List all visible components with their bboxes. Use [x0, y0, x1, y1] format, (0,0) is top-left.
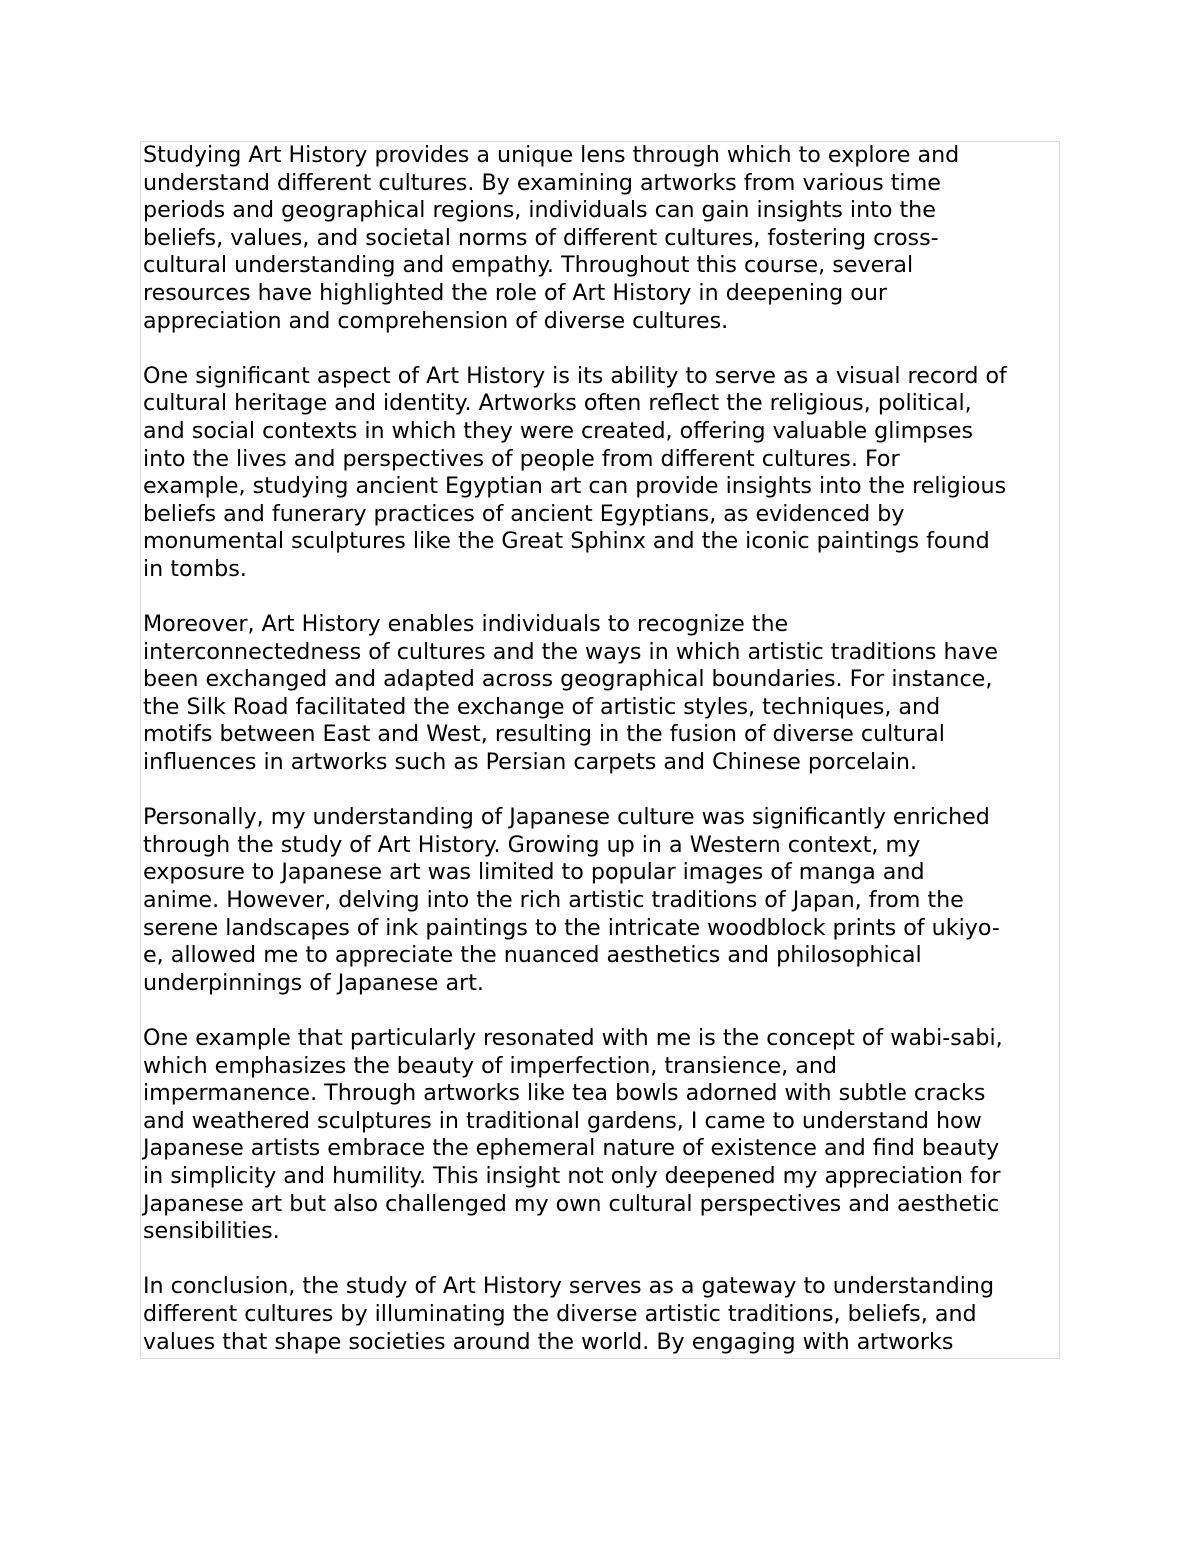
text-line: One significant aspect of Art History is its ability to serve as a visual record of [143, 362, 1007, 389]
paragraph [143, 1025, 1060, 1246]
text-line: Studying Art History provides a unique lens through which to explore and [143, 142, 960, 168]
paragraph [143, 363, 1060, 584]
text-line: which emphasizes the beauty of imperfection, transience, and [143, 1052, 838, 1079]
text-line: appreciation and comprehension of diverse cultures. [143, 307, 729, 334]
text-line: sensibilities. [143, 1218, 280, 1245]
text-line: different cultures by illuminating the diverse artistic traditions, beliefs, and [143, 1300, 977, 1327]
text-line: serene landscapes of ink paintings to the intricate woodblock prints of ukiyo- [143, 914, 1000, 941]
text-line: in tombs. [143, 555, 247, 582]
text-line: and social contexts in which they were created, offering valuable glimpses [143, 417, 974, 444]
paragraph [143, 611, 1060, 777]
text-line: and weathered sculptures in traditional gardens, I came to understand how [143, 1107, 982, 1134]
paragraph [143, 804, 1060, 997]
text-line: Japanese artists embrace the ephemeral nature of existence and find beauty [143, 1135, 1000, 1162]
text-line: cultural heritage and identity. Artworks often reflect the religious, political, [143, 390, 972, 417]
text-line: been exchanged and adapted across geographical boundaries. For instance, [143, 666, 993, 693]
text-line: e, allowed me to appreciate the nuanced aesthetics and philosophical [143, 942, 922, 969]
text-line: example, studying ancient Egyptian art can provide insights into the religious [143, 473, 1007, 500]
text-line: into the lives and perspectives of people from different cultures. For [143, 445, 900, 472]
text-line: cultural understanding and empathy. Throughout this course, several [143, 252, 914, 279]
document-text-frame [140, 141, 1060, 1359]
text-line: motifs between East and West, resulting in the fusion of diverse cultural [143, 721, 945, 748]
text-line: resources have highlighted the role of Art History in deepening our [143, 279, 888, 306]
text-line: through the study of Art History. Growing up in a Western context, my [143, 831, 921, 858]
text-line: anime. However, delving into the rich artistic traditions of Japan, from the [143, 887, 964, 914]
text-line: Japanese art but also challenged my own cultural perspectives and aesthetic [143, 1190, 1000, 1217]
text-line: beliefs and funerary practices of ancient Egyptians, as evidenced by [143, 500, 905, 527]
text-line: interconnectedness of cultures and the ways in which artistic traditions have [143, 638, 998, 665]
text-line: in simplicity and humility. This insight not only deepened my appreciation for [143, 1162, 1001, 1189]
text-line: One example that particularly resonated with me is the concept of wabi-sabi, [143, 1025, 1003, 1051]
text-line: periods and geographical regions, individuals can gain insights into the [143, 197, 936, 224]
text-line: In conclusion, the study of Art History serves as a gateway to understanding [143, 1273, 995, 1300]
paragraph [143, 142, 1060, 335]
text-line: understand different cultures. By examining artworks from various time [143, 169, 941, 196]
text-line: beliefs, values, and societal norms of different cultures, fostering cross- [143, 224, 939, 251]
text-line: Moreover, Art History enables individuals to recognize the [143, 611, 789, 638]
paragraph [143, 1273, 1060, 1356]
text-line: exposure to Japanese art was limited to popular images of manga and [143, 859, 925, 886]
text-line: the Silk Road facilitated the exchange of artistic styles, techniques, and [143, 693, 941, 720]
text-line: Personally, my understanding of Japanese culture was significantly enriched [143, 804, 990, 831]
text-line: influences in artworks such as Persian carpets and Chinese porcelain. [143, 749, 918, 776]
text-line: values that shape societies around the world. By engaging with artworks [143, 1328, 954, 1355]
text-line: underpinnings of Japanese art. [143, 969, 484, 996]
text-line: monumental sculptures like the Great Sphinx and the iconic paintings found [143, 528, 990, 555]
document-body [143, 142, 1060, 1359]
text-line: impermanence. Through artworks like tea bowls adorned with subtle cracks [143, 1080, 986, 1107]
